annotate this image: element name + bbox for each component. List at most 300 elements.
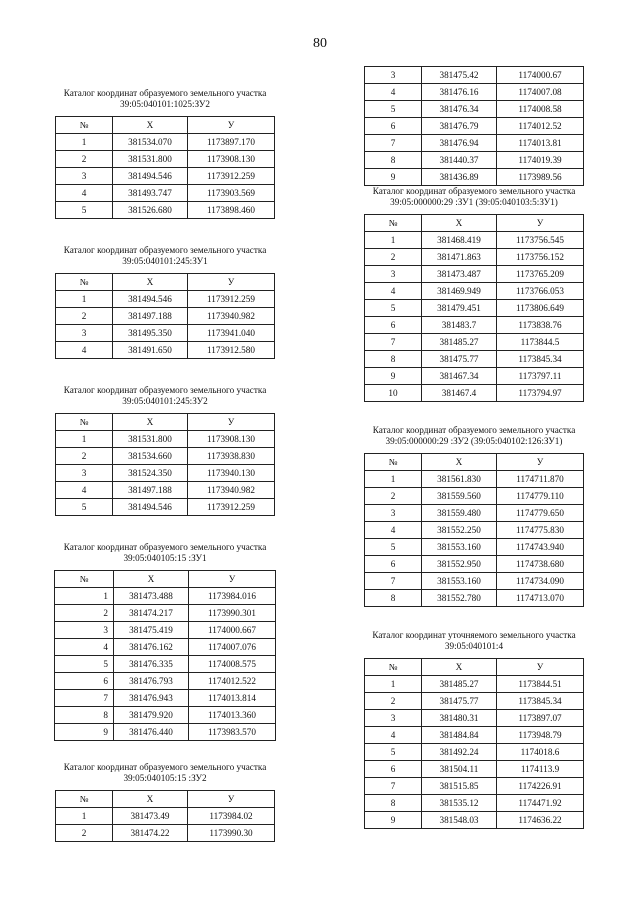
- x-coordinate-cell: 381480.31: [422, 710, 497, 727]
- y-coordinate-cell: 1174012.52: [497, 118, 584, 135]
- point-number-cell: 5: [365, 300, 422, 317]
- header-num: №: [365, 215, 422, 232]
- y-coordinate-cell: 1174000.667: [189, 622, 276, 639]
- point-number-cell: 4: [56, 482, 113, 499]
- table-row: [365, 249, 584, 266]
- x-coordinate-cell: 381531.800: [113, 431, 188, 448]
- table-row: [56, 151, 275, 168]
- table-header-row: [365, 659, 584, 676]
- catalog-title: [30, 385, 300, 407]
- point-number-cell: 6: [365, 118, 422, 135]
- x-coordinate-cell: 381475.77: [422, 351, 497, 368]
- point-number-cell: 6: [365, 556, 422, 573]
- y-coordinate-cell: 1174013.360: [189, 707, 276, 724]
- point-number-cell: 8: [55, 707, 114, 724]
- catalog-title-line: Каталог координат уточняемого земельного участка: [372, 630, 576, 640]
- y-coordinate-cell: 1173766.053: [497, 283, 584, 300]
- catalog-block: [30, 542, 300, 741]
- catalog-title-cadastral-number: 39:05:040101:245:ЗУ1: [122, 256, 208, 266]
- point-number-cell: 2: [365, 249, 422, 266]
- y-coordinate-cell: 1173912.259: [188, 291, 275, 308]
- point-number-cell: 7: [365, 135, 422, 152]
- x-coordinate-cell: 381479.451: [422, 300, 497, 317]
- table-row: [365, 590, 584, 607]
- header-num: №: [365, 454, 422, 471]
- catalog-title-line: Каталог координат образуемого земельного участка: [372, 186, 576, 196]
- table-row: [56, 482, 275, 499]
- catalog-title-line: Каталог координат образуемого земельного участка: [63, 762, 267, 772]
- catalog-title-cadastral-number: 39:05:040101:4: [444, 641, 504, 651]
- point-number-cell: 9: [365, 812, 422, 829]
- y-coordinate-cell: 1174636.22: [497, 812, 584, 829]
- table-row: [365, 351, 584, 368]
- catalog-title-cadastral-number: 39:05:000000:29 :ЗУ1 (39:05:040103:5:ЗУ1): [390, 197, 558, 207]
- table-header-row: [56, 414, 275, 431]
- x-coordinate-cell: 381469.949: [422, 283, 497, 300]
- table-header-row: [365, 215, 584, 232]
- x-coordinate-cell: 381552.950: [422, 556, 497, 573]
- header-x: X: [113, 414, 188, 431]
- x-coordinate-cell: 381475.77: [422, 693, 497, 710]
- y-coordinate-cell: 1173990.30: [188, 825, 275, 842]
- coordinates-table: [55, 116, 275, 219]
- point-number-cell: 9: [365, 368, 422, 385]
- point-number-cell: 5: [365, 744, 422, 761]
- table-row: [55, 622, 276, 639]
- y-coordinate-cell: 1173983.570: [189, 724, 276, 741]
- table-row: [365, 300, 584, 317]
- y-coordinate-cell: 1173797.11: [497, 368, 584, 385]
- table-row: [56, 808, 275, 825]
- x-coordinate-cell: 381561.830: [422, 471, 497, 488]
- point-number-cell: 3: [365, 266, 422, 283]
- header-num: №: [55, 571, 114, 588]
- table-row: [365, 488, 584, 505]
- point-number-cell: 10: [365, 385, 422, 402]
- table-row: [56, 325, 275, 342]
- y-coordinate-cell: 1173984.016: [189, 588, 276, 605]
- coordinates-table: [364, 658, 584, 829]
- x-coordinate-cell: 381475.42: [422, 67, 497, 84]
- y-coordinate-cell: 1174013.814: [189, 690, 276, 707]
- table-row: [56, 465, 275, 482]
- y-coordinate-cell: 1173908.130: [188, 431, 275, 448]
- point-number-cell: 2: [55, 605, 114, 622]
- table-row: [56, 308, 275, 325]
- header-y: У: [188, 117, 275, 134]
- catalog-block: [326, 425, 622, 607]
- point-number-cell: 4: [55, 639, 114, 656]
- y-coordinate-cell: 1173845.34: [497, 693, 584, 710]
- point-number-cell: 1: [365, 676, 422, 693]
- header-y: У: [497, 215, 584, 232]
- y-coordinate-cell: 1173756.545: [497, 232, 584, 249]
- point-number-cell: 2: [56, 448, 113, 465]
- page-number: 80: [313, 36, 327, 51]
- x-coordinate-cell: 381497.188: [113, 482, 188, 499]
- x-coordinate-cell: 381493.747: [113, 185, 188, 202]
- x-coordinate-cell: 381474.22: [113, 825, 188, 842]
- x-coordinate-cell: 381526.680: [113, 202, 188, 219]
- x-coordinate-cell: 381475.419: [114, 622, 189, 639]
- y-coordinate-cell: 1173938.830: [188, 448, 275, 465]
- table-row: [365, 710, 584, 727]
- x-coordinate-cell: 381534.070: [113, 134, 188, 151]
- x-coordinate-cell: 381483.7: [422, 317, 497, 334]
- table-header-row: [365, 454, 584, 471]
- table-row: [365, 84, 584, 101]
- catalog-title: [30, 762, 300, 784]
- catalog-block: [326, 186, 622, 402]
- table-row: [365, 334, 584, 351]
- x-coordinate-cell: 381559.560: [422, 488, 497, 505]
- catalog-title: [30, 542, 300, 564]
- catalog-title: [326, 630, 622, 652]
- point-number-cell: 3: [56, 168, 113, 185]
- x-coordinate-cell: 381476.94: [422, 135, 497, 152]
- catalog-title-cadastral-number: 39:05:040105:15 :ЗУ2: [123, 773, 207, 783]
- x-coordinate-cell: 381553.160: [422, 573, 497, 590]
- catalog-block: [30, 88, 300, 219]
- table-row: [365, 283, 584, 300]
- point-number-cell: 7: [55, 690, 114, 707]
- table-row: [55, 673, 276, 690]
- y-coordinate-cell: 1174019.39: [497, 152, 584, 169]
- y-coordinate-cell: 1173838.76: [497, 317, 584, 334]
- point-number-cell: 1: [365, 232, 422, 249]
- y-coordinate-cell: 1174471.92: [497, 795, 584, 812]
- table-row: [365, 101, 584, 118]
- point-number-cell: 8: [365, 152, 422, 169]
- y-coordinate-cell: 1173765.209: [497, 266, 584, 283]
- y-coordinate-cell: 1174713.070: [497, 590, 584, 607]
- x-coordinate-cell: 381473.487: [422, 266, 497, 283]
- point-number-cell: 2: [365, 693, 422, 710]
- catalog-block: [326, 66, 622, 186]
- x-coordinate-cell: 381476.335: [114, 656, 189, 673]
- x-coordinate-cell: 381534.660: [113, 448, 188, 465]
- x-coordinate-cell: 381504.11: [422, 761, 497, 778]
- point-number-cell: 4: [365, 522, 422, 539]
- x-coordinate-cell: 381552.780: [422, 590, 497, 607]
- x-coordinate-cell: 381468.419: [422, 232, 497, 249]
- catalog-title-line: Каталог координат образуемого земельного участка: [63, 88, 267, 98]
- point-number-cell: 1: [56, 808, 113, 825]
- point-number-cell: 3: [365, 710, 422, 727]
- y-coordinate-cell: 1174226.91: [497, 778, 584, 795]
- x-coordinate-cell: 381476.440: [114, 724, 189, 741]
- x-coordinate-cell: 381492.24: [422, 744, 497, 761]
- header-num: №: [56, 117, 113, 134]
- x-coordinate-cell: 381436.89: [422, 169, 497, 186]
- header-x: X: [114, 571, 189, 588]
- point-number-cell: 1: [56, 291, 113, 308]
- x-coordinate-cell: 381474.217: [114, 605, 189, 622]
- catalog-block: [30, 245, 300, 359]
- y-coordinate-cell: 1174013.81: [497, 135, 584, 152]
- catalog-title-cadastral-number: 39:05:040101:245:ЗУ2: [122, 396, 208, 406]
- y-coordinate-cell: 1174738.680: [497, 556, 584, 573]
- point-number-cell: 3: [365, 67, 422, 84]
- x-coordinate-cell: 381479.920: [114, 707, 189, 724]
- x-coordinate-cell: 381497.188: [113, 308, 188, 325]
- point-number-cell: 6: [365, 317, 422, 334]
- x-coordinate-cell: 381467.4: [422, 385, 497, 402]
- x-coordinate-cell: 381485.27: [422, 334, 497, 351]
- table-row: [365, 778, 584, 795]
- point-number-cell: 8: [365, 590, 422, 607]
- table-row: [365, 505, 584, 522]
- header-num: №: [56, 791, 113, 808]
- table-row: [55, 724, 276, 741]
- x-coordinate-cell: 381559.480: [422, 505, 497, 522]
- y-coordinate-cell: 1173897.170: [188, 134, 275, 151]
- table-row: [56, 291, 275, 308]
- x-coordinate-cell: 381553.160: [422, 539, 497, 556]
- y-coordinate-cell: 1173903.569: [188, 185, 275, 202]
- x-coordinate-cell: 381484.84: [422, 727, 497, 744]
- header-y: У: [188, 414, 275, 431]
- point-number-cell: 1: [365, 471, 422, 488]
- table-row: [56, 431, 275, 448]
- table-row: [56, 342, 275, 359]
- header-num: №: [56, 274, 113, 291]
- point-number-cell: 1: [56, 431, 113, 448]
- table-row: [55, 639, 276, 656]
- table-row: [365, 539, 584, 556]
- y-coordinate-cell: 1173845.34: [497, 351, 584, 368]
- catalog-title: [326, 425, 622, 447]
- table-row: [55, 707, 276, 724]
- y-coordinate-cell: 1173898.460: [188, 202, 275, 219]
- x-coordinate-cell: 381548.03: [422, 812, 497, 829]
- point-number-cell: 9: [55, 724, 114, 741]
- x-coordinate-cell: 381471.863: [422, 249, 497, 266]
- y-coordinate-cell: 1174008.58: [497, 101, 584, 118]
- table-row: [365, 744, 584, 761]
- table-row: [55, 690, 276, 707]
- point-number-cell: 1: [55, 588, 114, 605]
- y-coordinate-cell: 1173948.79: [497, 727, 584, 744]
- point-number-cell: 8: [365, 351, 422, 368]
- y-coordinate-cell: 1173897.07: [497, 710, 584, 727]
- x-coordinate-cell: 381491.650: [113, 342, 188, 359]
- table-row: [56, 168, 275, 185]
- point-number-cell: 8: [365, 795, 422, 812]
- table-row: [365, 573, 584, 590]
- x-coordinate-cell: 381473.488: [114, 588, 189, 605]
- coordinates-table: [55, 413, 275, 516]
- point-number-cell: 6: [55, 673, 114, 690]
- table-row: [56, 202, 275, 219]
- y-coordinate-cell: 1173984.02: [188, 808, 275, 825]
- y-coordinate-cell: 1174018.6: [497, 744, 584, 761]
- coordinates-table: [55, 790, 275, 842]
- y-coordinate-cell: 1174734.090: [497, 573, 584, 590]
- x-coordinate-cell: 381476.34: [422, 101, 497, 118]
- table-row: [365, 471, 584, 488]
- catalog-title-line: Каталог координат образуемого земельного участка: [372, 425, 576, 435]
- coordinates-table: [364, 453, 584, 607]
- header-y: У: [189, 571, 276, 588]
- header-num: №: [56, 414, 113, 431]
- point-number-cell: 4: [56, 342, 113, 359]
- x-coordinate-cell: 381485.27: [422, 676, 497, 693]
- catalog-title-cadastral-number: 39:05:000000:29 :ЗУ2 (39:05:040102:126:ЗУ1): [385, 436, 563, 446]
- header-x: X: [422, 215, 497, 232]
- header-y: У: [497, 659, 584, 676]
- header-y: У: [188, 274, 275, 291]
- point-number-cell: 3: [365, 505, 422, 522]
- point-number-cell: 7: [365, 778, 422, 795]
- coordinates-table: [55, 273, 275, 359]
- header-y: У: [497, 454, 584, 471]
- point-number-cell: 9: [365, 169, 422, 186]
- header-num: №: [365, 659, 422, 676]
- x-coordinate-cell: 381494.546: [113, 499, 188, 516]
- point-number-cell: 5: [56, 499, 113, 516]
- table-row: [55, 656, 276, 673]
- table-row: [365, 266, 584, 283]
- x-coordinate-cell: 381535.12: [422, 795, 497, 812]
- x-coordinate-cell: 381552.250: [422, 522, 497, 539]
- y-coordinate-cell: 1173989.56: [497, 169, 584, 186]
- catalog-block: [326, 630, 622, 829]
- point-number-cell: 2: [365, 488, 422, 505]
- x-coordinate-cell: 381467.34: [422, 368, 497, 385]
- point-number-cell: 1: [56, 134, 113, 151]
- table-row: [365, 812, 584, 829]
- table-header-row: [56, 274, 275, 291]
- y-coordinate-cell: 1174711.870: [497, 471, 584, 488]
- header-x: X: [113, 117, 188, 134]
- y-coordinate-cell: 1173806.649: [497, 300, 584, 317]
- header-x: X: [422, 659, 497, 676]
- catalog-title: [30, 245, 300, 267]
- table-row: [365, 761, 584, 778]
- catalog-title: [30, 88, 300, 110]
- catalog-title-line: Каталог координат образуемого земельного участка: [63, 385, 267, 395]
- y-coordinate-cell: 1174779.650: [497, 505, 584, 522]
- table-row: [56, 134, 275, 151]
- y-coordinate-cell: 1174007.076: [189, 639, 276, 656]
- y-coordinate-cell: 1173990.301: [189, 605, 276, 622]
- point-number-cell: 3: [56, 325, 113, 342]
- point-number-cell: 4: [56, 185, 113, 202]
- y-coordinate-cell: 1174012.522: [189, 673, 276, 690]
- y-coordinate-cell: 1173908.130: [188, 151, 275, 168]
- x-coordinate-cell: 381524.350: [113, 465, 188, 482]
- point-number-cell: 7: [365, 334, 422, 351]
- x-coordinate-cell: 381476.793: [114, 673, 189, 690]
- point-number-cell: 5: [55, 656, 114, 673]
- header-x: X: [422, 454, 497, 471]
- y-coordinate-cell: 1174775.830: [497, 522, 584, 539]
- table-row: [56, 825, 275, 842]
- x-coordinate-cell: 381495.350: [113, 325, 188, 342]
- table-row: [55, 605, 276, 622]
- point-number-cell: 4: [365, 283, 422, 300]
- x-coordinate-cell: 381473.49: [113, 808, 188, 825]
- coordinates-table: [364, 214, 584, 402]
- y-coordinate-cell: 1173940.982: [188, 308, 275, 325]
- table-row: [55, 588, 276, 605]
- y-coordinate-cell: 1173912.259: [188, 499, 275, 516]
- table-row: [365, 693, 584, 710]
- catalog-block: [30, 762, 300, 842]
- x-coordinate-cell: 381515.85: [422, 778, 497, 795]
- catalog-title-line: Каталог координат образуемого земельного участка: [63, 245, 267, 255]
- table-row: [365, 368, 584, 385]
- table-row: [365, 317, 584, 334]
- table-row: [365, 385, 584, 402]
- table-row: [365, 522, 584, 539]
- point-number-cell: 4: [365, 84, 422, 101]
- point-number-cell: 5: [56, 202, 113, 219]
- header-x: X: [113, 274, 188, 291]
- y-coordinate-cell: 1173940.982: [188, 482, 275, 499]
- point-number-cell: 3: [56, 465, 113, 482]
- y-coordinate-cell: 1173912.259: [188, 168, 275, 185]
- table-row: [365, 118, 584, 135]
- y-coordinate-cell: 1173756.152: [497, 249, 584, 266]
- x-coordinate-cell: 381440.37: [422, 152, 497, 169]
- point-number-cell: 2: [56, 308, 113, 325]
- table-row: [365, 727, 584, 744]
- y-coordinate-cell: 1173794.97: [497, 385, 584, 402]
- table-row: [365, 556, 584, 573]
- y-coordinate-cell: 1174000.67: [497, 67, 584, 84]
- y-coordinate-cell: 1174007.08: [497, 84, 584, 101]
- x-coordinate-cell: 381494.546: [113, 291, 188, 308]
- x-coordinate-cell: 381494.546: [113, 168, 188, 185]
- point-number-cell: 5: [365, 539, 422, 556]
- point-number-cell: 2: [56, 825, 113, 842]
- table-row: [365, 795, 584, 812]
- catalog-block: [30, 385, 300, 516]
- catalog-title: [326, 186, 622, 208]
- point-number-cell: 7: [365, 573, 422, 590]
- table-header-row: [55, 571, 276, 588]
- table-row: [365, 67, 584, 84]
- x-coordinate-cell: 381531.800: [113, 151, 188, 168]
- table-header-row: [56, 791, 275, 808]
- y-coordinate-cell: 1173941.040: [188, 325, 275, 342]
- header-x: X: [113, 791, 188, 808]
- coordinates-table: [364, 66, 584, 186]
- catalog-title-cadastral-number: 39:05:040105:15 :ЗУ1: [123, 553, 207, 563]
- catalog-title-line: Каталог координат образуемого земельного участка: [63, 542, 267, 552]
- y-coordinate-cell: 1173912.580: [188, 342, 275, 359]
- x-coordinate-cell: 381476.16: [422, 84, 497, 101]
- y-coordinate-cell: 1174008.575: [189, 656, 276, 673]
- table-row: [56, 185, 275, 202]
- y-coordinate-cell: 1173844.51: [497, 676, 584, 693]
- table-row: [365, 676, 584, 693]
- header-y: У: [188, 791, 275, 808]
- point-number-cell: 2: [56, 151, 113, 168]
- point-number-cell: 5: [365, 101, 422, 118]
- point-number-cell: 4: [365, 727, 422, 744]
- table-row: [56, 499, 275, 516]
- y-coordinate-cell: 1173940.130: [188, 465, 275, 482]
- catalog-title-cadastral-number: 39:05:040101:1025:ЗУ2: [120, 99, 210, 109]
- y-coordinate-cell: 1174743.940: [497, 539, 584, 556]
- table-row: [365, 169, 584, 186]
- x-coordinate-cell: 381476.943: [114, 690, 189, 707]
- point-number-cell: 3: [55, 622, 114, 639]
- table-row: [365, 135, 584, 152]
